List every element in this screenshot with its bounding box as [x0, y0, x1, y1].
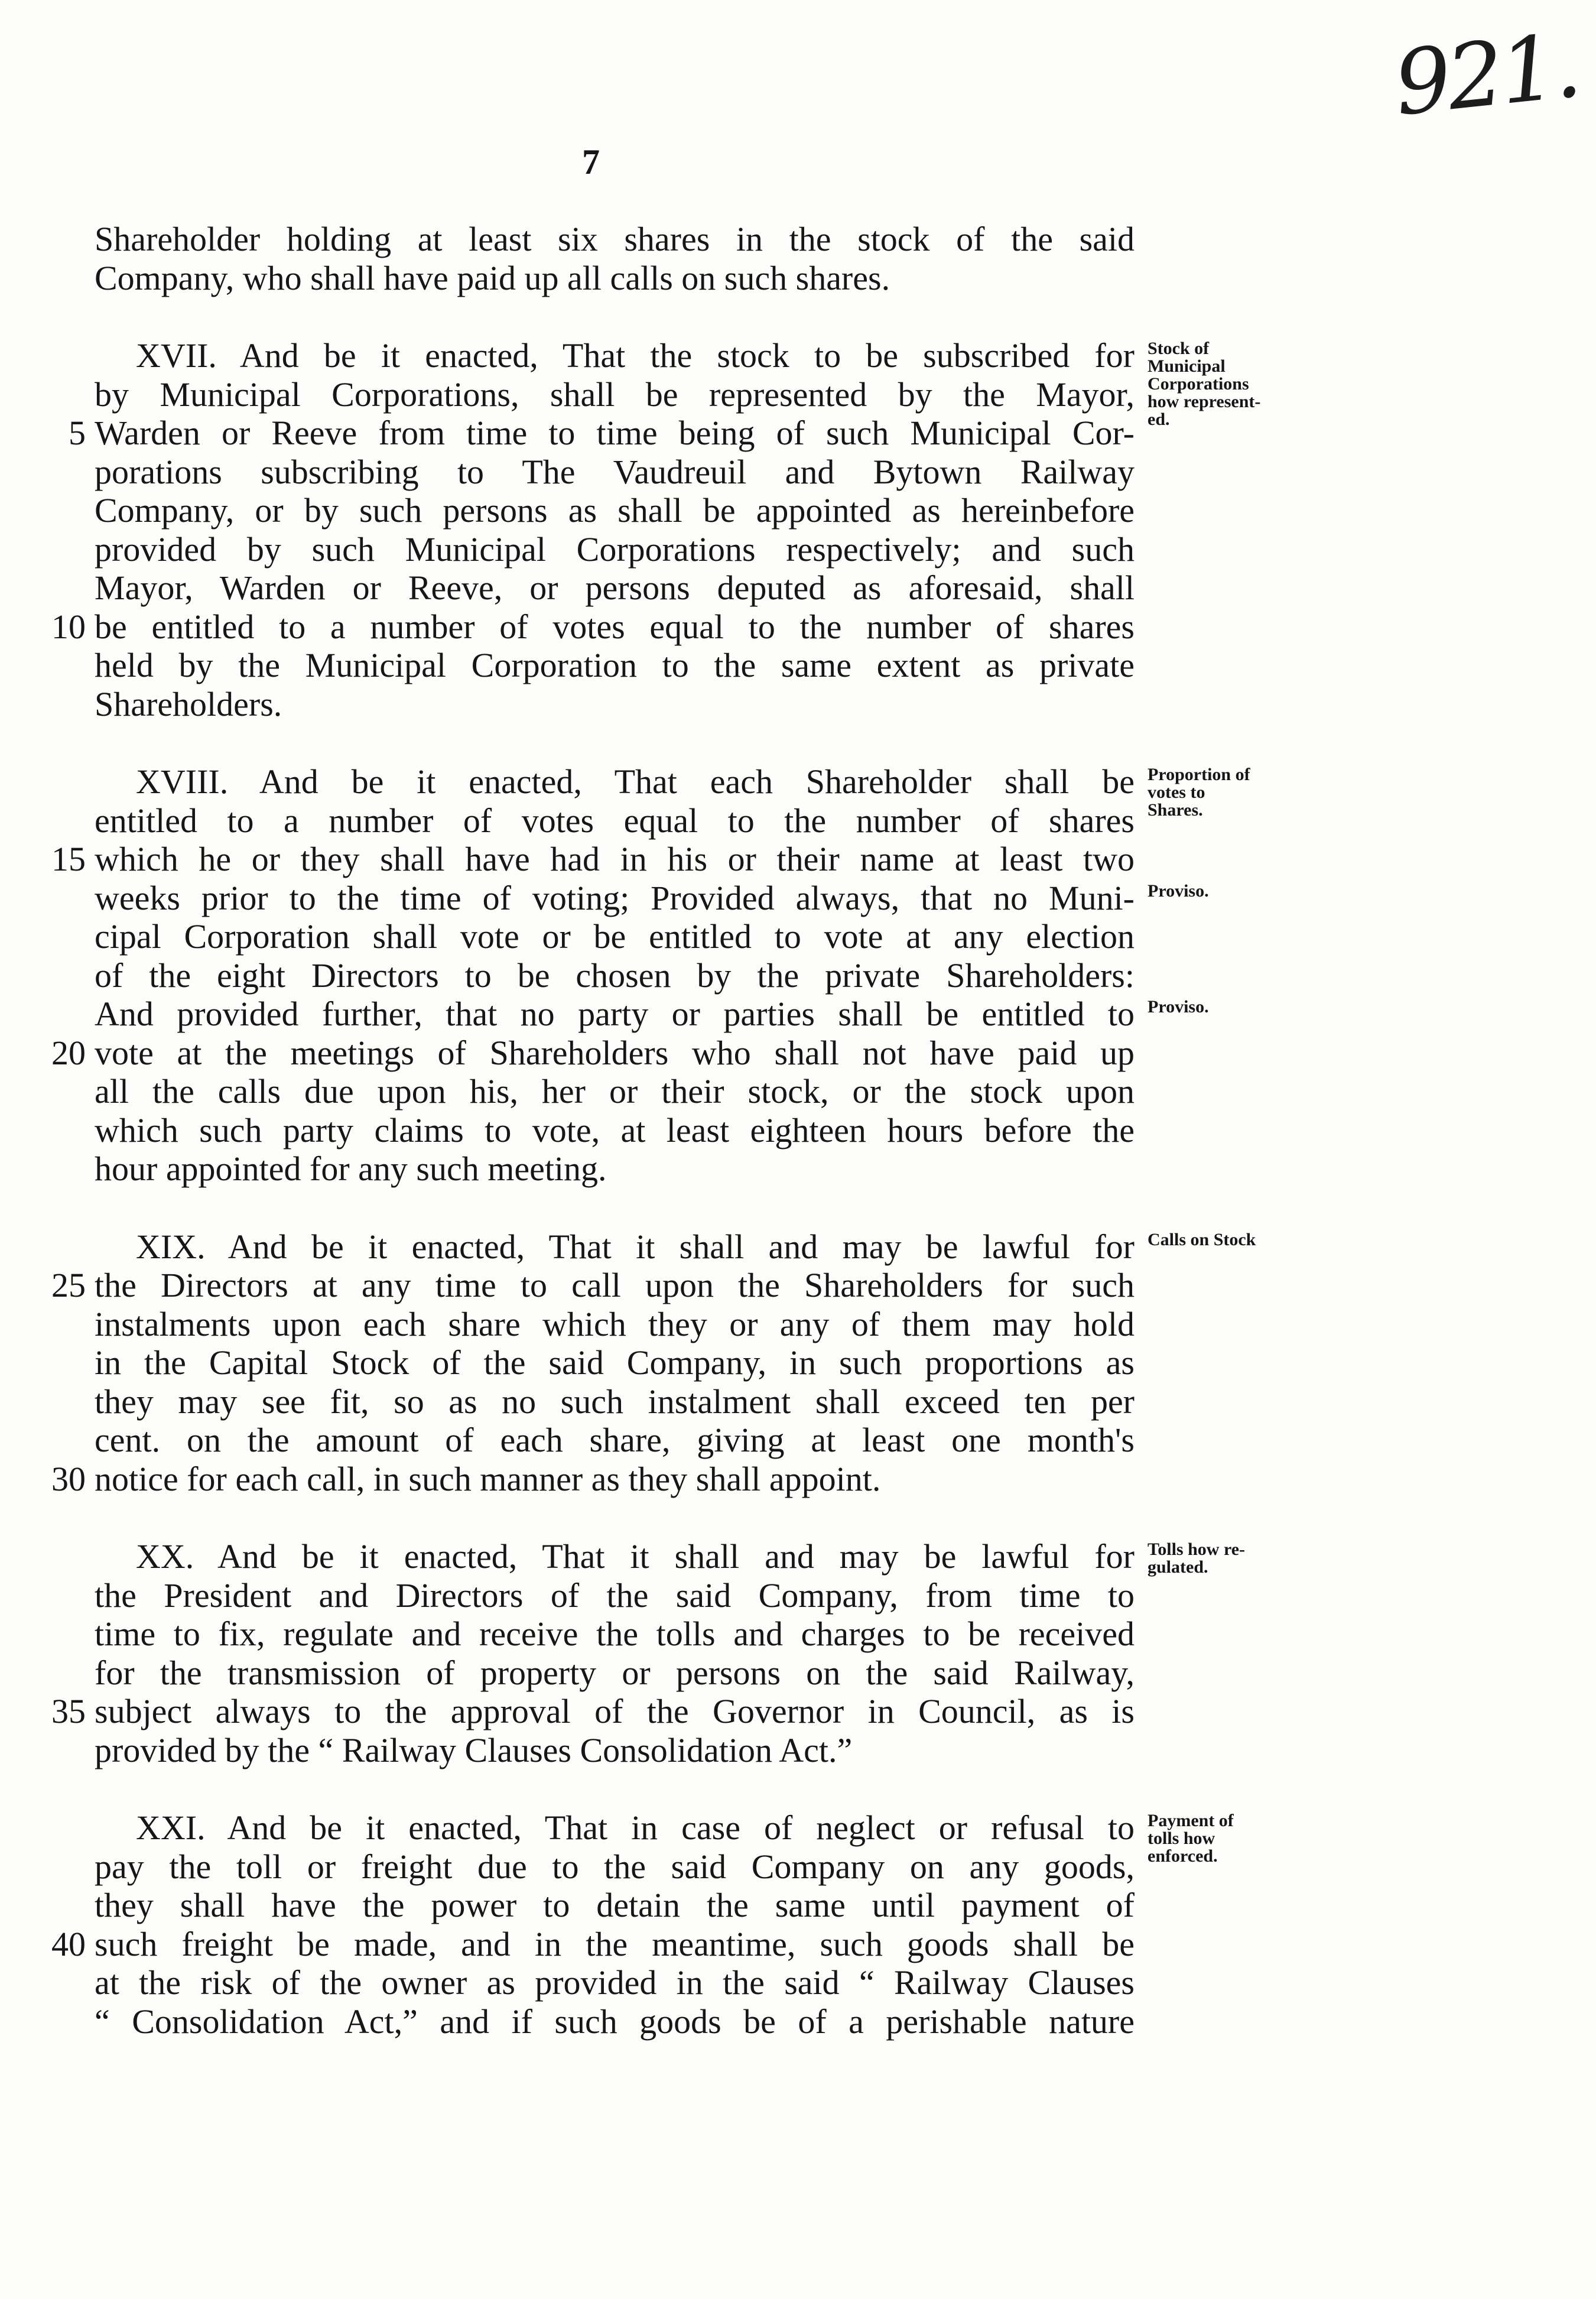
- line-number: 40: [51, 1924, 86, 1963]
- margin-note-line: Corporations: [1148, 374, 1249, 394]
- margin-note-line: Proviso.: [1148, 881, 1209, 901]
- line-text: Shareholders.: [95, 684, 282, 723]
- line-text: the Directors at any time to call upon the Shareholders for such: [95, 1266, 1135, 1304]
- text-line: [95, 1111, 1383, 1150]
- line-text: provided by the “ Railway Clauses Consolidation Act.”: [95, 1730, 853, 1769]
- text-line: [95, 1072, 1383, 1111]
- line-text: entitled to a number of votes equal to the number of shares: [95, 801, 1135, 840]
- margin-note: [1148, 998, 1360, 1016]
- text-line: [95, 956, 1383, 995]
- line-text: porations subscribing to The Vaudreuil and Bytown Railway: [95, 452, 1135, 491]
- line-text: for the transmission of property or persons on the said Railway,: [95, 1653, 1135, 1692]
- line-text: in the Capital Stock of the said Company, in such proportions as: [95, 1343, 1135, 1382]
- line-text: cipal Corporation shall vote or be entitled to vote at any election: [95, 917, 1135, 956]
- margin-note-line: tolls how: [1148, 1829, 1215, 1848]
- text-line: [51, 840, 1383, 879]
- text-line: [95, 1615, 1383, 1654]
- line-text: they shall have the power to detain the same until payment of: [95, 1886, 1135, 1924]
- page-number: 7: [582, 142, 600, 181]
- line-text: held by the Municipal Corporation to the same extent as private: [95, 646, 1135, 684]
- line-text: notice for each call, in such manner as they shall appoint.: [95, 1459, 881, 1498]
- text-line: [95, 220, 1383, 259]
- text-line: [51, 1033, 1383, 1073]
- line-text: such freight be made, and in the meantime, such goods shall be: [95, 1924, 1135, 1963]
- paragraph: [51, 1808, 1383, 2041]
- line-text: provided by such Municipal Corporations respectively; and such: [95, 530, 1135, 569]
- text-line: [51, 1924, 1383, 1964]
- line-text: Mayor, Warden or Reeve, or persons deputed as aforesaid, shall: [95, 569, 1135, 607]
- text-line: [95, 1654, 1383, 1693]
- line-text: And provided further, that no party or parties shall be entitled to: [95, 995, 1135, 1033]
- line-text: Company, who shall have paid up all calls on such shares.: [95, 258, 890, 297]
- margin-note: [1148, 1231, 1360, 1249]
- line-text: of the eight Directors to be chosen by the private Shareholders:: [95, 956, 1135, 995]
- line-text: pay the toll or freight due to the said Company on any goods,: [95, 1847, 1135, 1886]
- paragraph: [51, 1227, 1383, 1499]
- line-text: XVIII. And be it enacted, That each Shareholder shall be: [136, 762, 1135, 801]
- line-text: which he or they shall have had in his or their name at least two: [95, 840, 1135, 878]
- text-line: [95, 569, 1383, 608]
- margin-note-line: Calls on Stock: [1148, 1229, 1256, 1249]
- paragraph: [51, 1537, 1383, 1769]
- text-line: [95, 1808, 1383, 1866]
- line-text: all the calls due upon his, her or their stock, or the stock upon: [95, 1072, 1135, 1110]
- text-line: [95, 1576, 1383, 1615]
- margin-note-line: how represent-: [1148, 392, 1261, 411]
- text-line: [69, 414, 1383, 453]
- line-text: XXI. And be it enacted, That in case of neglect or refusal to: [136, 1808, 1135, 1847]
- text-line: [95, 1537, 1383, 1576]
- margin-note: [1148, 882, 1360, 900]
- text-line: [95, 1305, 1383, 1344]
- handwritten-page-number: 921.: [1389, 14, 1583, 136]
- line-text: which such party claims to vote, at least eighteen hours before the: [95, 1110, 1135, 1150]
- text-line: [95, 995, 1383, 1034]
- line-text: XX. And be it enacted, That it shall and may be lawful for: [136, 1537, 1135, 1576]
- line-number: 10: [51, 607, 86, 646]
- line-text: at the risk of the owner as provided in the said “ Railway Clauses: [95, 1963, 1135, 2002]
- line-number: 15: [51, 840, 86, 878]
- line-text: hour appointed for any such meeting.: [95, 1150, 607, 1188]
- text-line: [95, 1963, 1383, 2002]
- text-line: [95, 1847, 1383, 1886]
- text-line: [95, 685, 1383, 724]
- text-line: [95, 530, 1383, 569]
- text-line: [51, 607, 1383, 647]
- text-line: [95, 1421, 1383, 1460]
- text-line: [95, 1343, 1383, 1382]
- line-text: instalments upon each share which they or any of them may hold: [95, 1304, 1135, 1343]
- line-text: XIX. And be it enacted, That it shall and may be lawful for: [136, 1227, 1135, 1266]
- text-line: [95, 879, 1383, 918]
- text-line: [95, 1731, 1383, 1770]
- line-text: be entitled to a number of votes equal to the number of shares: [95, 607, 1135, 646]
- line-text: time to fix, regulate and receive the tolls and charges to be received: [95, 1615, 1135, 1653]
- body-text: [51, 220, 1383, 2080]
- margin-note-line: Payment of: [1148, 1811, 1234, 1830]
- line-number: 30: [51, 1459, 86, 1498]
- text-line: [95, 917, 1383, 956]
- text-line: [95, 1886, 1383, 1925]
- paragraph: [95, 220, 1383, 297]
- text-line: [95, 1228, 1383, 1267]
- line-text: subject always to the approval of the Governor in Council, as is: [95, 1692, 1135, 1730]
- margin-note-line: enforced.: [1148, 1846, 1218, 1866]
- line-text: “ Consolidation Act,” and if such goods be of a perishable nature: [95, 2002, 1135, 2041]
- paragraph: [51, 762, 1383, 1189]
- margin-note-line: gulated.: [1148, 1557, 1208, 1577]
- line-text: by Municipal Corporations, shall be represented by the Mayor,: [95, 375, 1135, 414]
- text-line: [95, 375, 1383, 414]
- line-text: weeks prior to the time of voting; Provided always, that no Muni-: [95, 878, 1135, 917]
- line-text: Warden or Reeve from time to time being of such Municipal Cor-: [95, 414, 1135, 452]
- margin-note-line: Municipal: [1148, 356, 1226, 376]
- margin-note-line: Proviso.: [1148, 997, 1209, 1017]
- text-line: [95, 646, 1383, 685]
- line-text: XVII. And be it enacted, That the stock to be subscribed for: [136, 336, 1135, 375]
- text-line: [51, 1459, 1383, 1499]
- margin-note-line: Stock of: [1148, 339, 1210, 358]
- text-line: [95, 2002, 1383, 2041]
- margin-note-line: ed.: [1148, 410, 1170, 429]
- text-line: [51, 1692, 1383, 1731]
- margin-note-line: Proportion of: [1148, 765, 1250, 784]
- line-text: vote at the meetings of Shareholders who shall not have paid up: [95, 1033, 1135, 1072]
- margin-note-line: Shares.: [1148, 800, 1203, 820]
- line-number: 25: [51, 1266, 86, 1304]
- text-line: [95, 801, 1383, 840]
- line-number: 20: [51, 1033, 86, 1072]
- text-line: [95, 1382, 1383, 1421]
- line-text: Shareholder holding at least six shares in the stock of the said: [95, 220, 1135, 258]
- text-line: [95, 491, 1383, 530]
- line-number: 35: [51, 1692, 86, 1730]
- line-text: the President and Directors of the said Company, from time to: [95, 1576, 1135, 1615]
- line-number: 5: [69, 414, 86, 452]
- margin-note-line: Tolls how re-: [1148, 1540, 1246, 1559]
- line-text: Company, or by such persons as shall be appointed as hereinbefore: [95, 491, 1135, 530]
- text-line: [95, 259, 1383, 298]
- margin-note: [1148, 1541, 1360, 1576]
- line-text: cent. on the amount of each share, giving at least one month's: [95, 1421, 1135, 1459]
- text-line: [51, 1266, 1383, 1305]
- line-text: they may see fit, so as no such instalment shall exceed ten per: [95, 1382, 1135, 1421]
- text-line: [95, 762, 1383, 820]
- margin-note-line: votes to: [1148, 782, 1205, 802]
- paragraph: [51, 336, 1383, 723]
- text-line: [95, 1150, 1383, 1189]
- text-line: [95, 453, 1383, 492]
